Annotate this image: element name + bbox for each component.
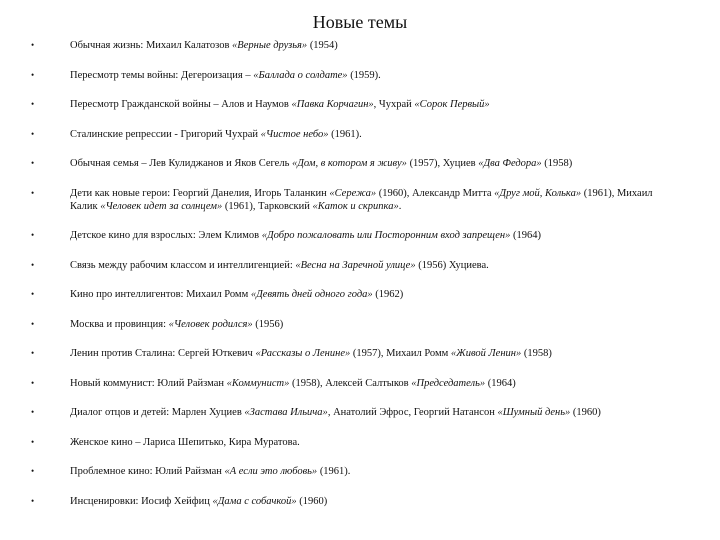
film-title: «А если это любовь» xyxy=(224,466,318,477)
item-text: Пересмотр Гражданской войны – Алов и Наумов xyxy=(70,99,292,110)
list-item xyxy=(0,128,720,141)
item-text: (1958) xyxy=(541,158,573,169)
film-title: «Добро пожаловать или Посторонним вход запрещен» xyxy=(261,230,511,241)
list-item xyxy=(0,69,720,82)
item-text: (1956) Хуциева. xyxy=(415,259,489,271)
item-text: (1956) xyxy=(252,318,284,330)
film-title: «Человек родился» xyxy=(168,318,253,330)
list-item xyxy=(0,259,720,272)
bullet-icon: • xyxy=(31,40,35,50)
film-title: «Сорок Первый» xyxy=(414,99,490,110)
film-title: «Девять дней одного года» xyxy=(250,289,373,300)
bullet-icon: • xyxy=(31,407,35,417)
list-item xyxy=(0,465,720,478)
film-title: «Верные друзья» xyxy=(232,40,308,51)
item-text: (1964) xyxy=(510,230,541,241)
bullet-icon: • xyxy=(31,348,35,358)
bullet-icon: • xyxy=(31,69,35,80)
list-item xyxy=(0,98,720,111)
item-text: (1954) xyxy=(307,40,338,51)
item-text: Ленин против Сталина: Сергей Юткевич xyxy=(70,348,256,359)
item-text: (1961), Тарковский xyxy=(222,200,313,212)
item-text: Новый коммунист: Юлий Райзман xyxy=(70,377,227,389)
item-text: (1961), Михаил Калик xyxy=(70,187,653,212)
list-item xyxy=(0,157,720,170)
item-text: (1957), Хуциев xyxy=(406,158,479,169)
film-title: «Чистое небо» xyxy=(260,128,329,140)
list-item xyxy=(0,495,720,508)
item-text: (1959). xyxy=(347,69,381,81)
item-text: Связь между рабочим классом и интеллигенцией: xyxy=(70,259,296,271)
bullet-icon: • xyxy=(31,289,35,299)
bullet-icon: • xyxy=(31,99,35,109)
list-item xyxy=(0,436,720,449)
bullet-icon: • xyxy=(31,495,35,506)
list-item xyxy=(0,377,720,390)
item-text: Обычная семья – Лев Кулиджанов и Яков Сегель xyxy=(70,158,292,169)
film-title: «Павка Корчагин» xyxy=(291,99,374,110)
list-item xyxy=(0,347,720,360)
film-title: «Шумный день» xyxy=(497,407,571,418)
item-text: (1961). xyxy=(317,466,351,477)
item-text: (1960), Александр Митта xyxy=(376,187,495,199)
list-item xyxy=(0,229,720,242)
item-text: Диалог отцов и детей: Марлен Хуциев xyxy=(70,407,245,418)
bullet-icon: • xyxy=(31,466,35,476)
film-title: «Застава Ильича» xyxy=(244,407,328,418)
item-text: (1961). xyxy=(328,128,362,140)
item-text: Женское кино – Лариса Шепитько, Кира Муратова. xyxy=(70,436,300,448)
bullet-icon: • xyxy=(31,377,35,388)
bullet-icon: • xyxy=(31,259,35,270)
film-title: «Коммунист» xyxy=(226,377,290,389)
item-text: Инсценировки: Иосиф Хейфиц xyxy=(70,495,213,507)
topics-list xyxy=(0,39,720,524)
item-text: Проблемное кино: Юлий Райзман xyxy=(70,466,225,477)
list-item xyxy=(0,318,720,331)
film-title: «Весна на Заречной улице» xyxy=(295,259,416,271)
bullet-icon: • xyxy=(31,128,35,139)
item-text: Пересмотр темы войны: Дегероизация – xyxy=(70,69,254,81)
film-title: «Председатель» xyxy=(411,377,486,389)
film-title: «Дом, в котором я живу» xyxy=(292,158,407,169)
film-title: «Каток и скрипка» xyxy=(312,200,399,212)
item-text: (1962) xyxy=(372,289,404,300)
item-text: Кино про интеллигентов: Михаил Ромм xyxy=(70,289,251,300)
slide-title: Новые темы xyxy=(312,12,408,32)
bullet-icon: • xyxy=(31,230,35,240)
item-text: (1958), Алексей Салтыков xyxy=(289,377,412,389)
item-text: Сталинские репрессии - Григорий Чухрай xyxy=(70,128,261,140)
list-item xyxy=(0,288,720,301)
item-text: , Анатолий Эфрос, Георгий Натансон xyxy=(327,407,498,418)
list-item xyxy=(0,39,720,52)
film-title: «Живой Ленин» xyxy=(450,348,522,359)
bullet-icon: • xyxy=(31,318,35,329)
item-text: (1960) xyxy=(296,495,328,507)
item-text: Обычная жизнь: Михаил Калатозов xyxy=(70,40,233,51)
film-title: «Сережа» xyxy=(329,187,377,199)
bullet-icon: • xyxy=(31,436,35,447)
bullet-icon: • xyxy=(31,158,35,168)
item-text: , Чухрай xyxy=(373,99,415,110)
film-title: «Человек идет за солнцем» xyxy=(100,200,223,212)
item-text: (1960) xyxy=(570,407,601,418)
film-title: «Дама с собачкой» xyxy=(212,495,297,507)
film-title: «Рассказы о Ленине» xyxy=(255,348,351,359)
item-text: Детское кино для взрослых: Элем Климов xyxy=(70,230,262,241)
film-title: «Два Федора» xyxy=(478,158,542,169)
film-title: «Друг мой, Колька» xyxy=(494,187,582,199)
film-title: «Баллада о солдате» xyxy=(253,69,348,81)
item-text: (1964) xyxy=(485,377,516,389)
list-item xyxy=(0,406,720,419)
item-text: (1957), Михаил Ромм xyxy=(350,348,451,359)
item-text: . xyxy=(398,200,402,212)
item-text: Дети как новые герои: Георгий Данелия, Игорь Таланкин xyxy=(70,187,330,199)
item-text: Москва и провинция: xyxy=(70,318,169,330)
bullet-icon: • xyxy=(31,187,35,198)
list-item xyxy=(0,187,720,213)
item-text: (1958) xyxy=(521,348,552,359)
